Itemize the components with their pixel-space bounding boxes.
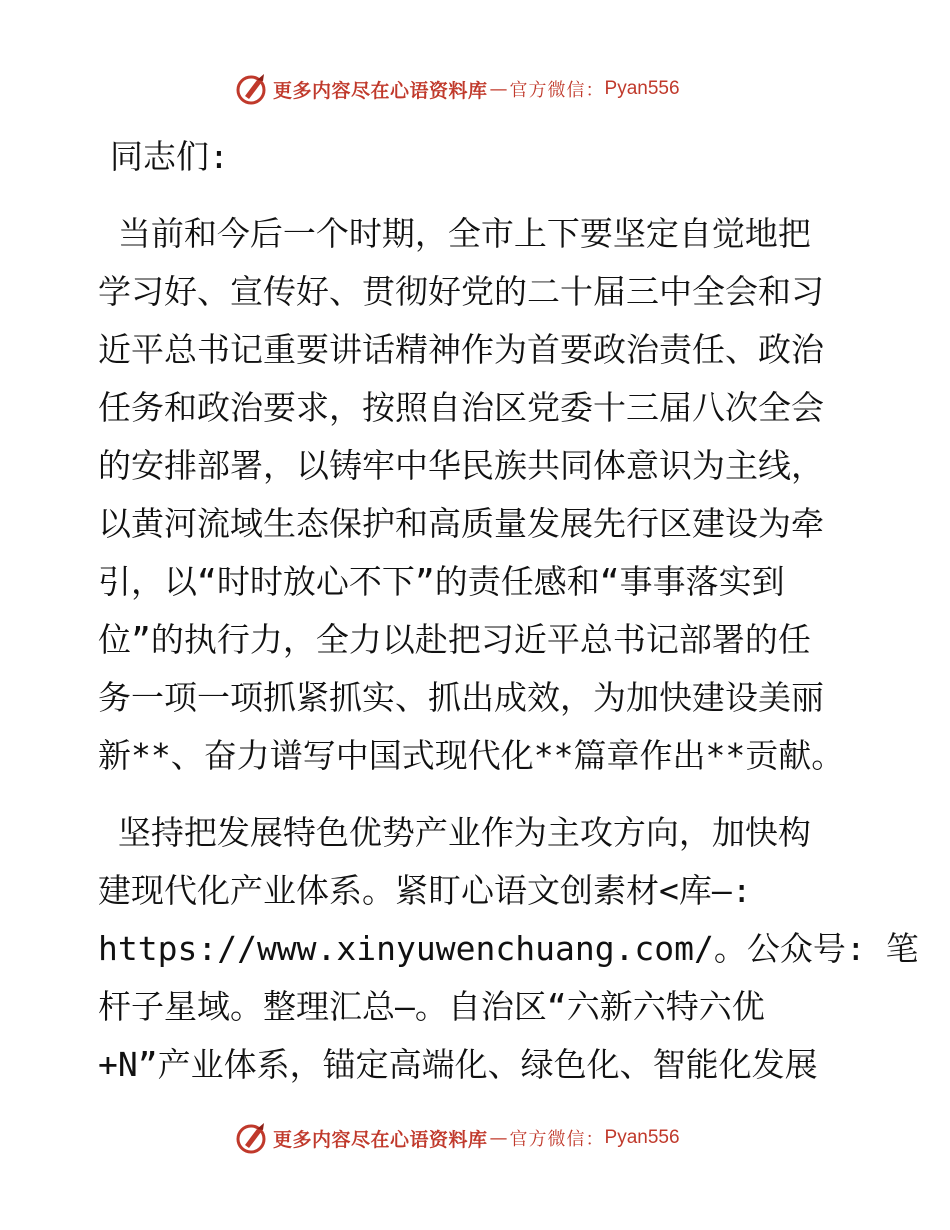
header-banner xyxy=(236,72,680,106)
banner-separator: — xyxy=(489,78,508,100)
banner-wechat-id: Pyan556 xyxy=(604,1127,680,1148)
paragraph-1: 当前和今后一个时期，全市上下要坚定自觉地把 学习好、宣传好、贯彻好党的二十届三中全会和习 近平总书记重要讲话精神作为首要政治责任、政治 任务和政治要求，按照自治区党委十三届八次全会 的安排部署，以铸牢中华民族共同体意识为主线， 以黄河流域生态保护和高质量发展先行区建设为牵 引，以“时时放心不下”的责任感和“事事落实到 位”的执行力，全力以赴把习近平总书记部署的任 务一项一项抓紧抓实、抓出成效，为加快建设美丽 新**、奋力谱写中国式现代化**篇章作出**贡献。 xyxy=(98,214,845,775)
banner-wechat-label: 官方微信： xyxy=(509,1129,605,1150)
brand-logo-icon xyxy=(236,72,268,106)
paragraph-2: 坚持把发展特色优势产业作为主攻方向，加快构 建现代化产业体系。紧盯心语文创素材<库—: https://www.xinyuwenchuang.com/。公众号: 笔 杆子星域。整理汇总—。自治区“六新六特六优 +N”产业体系，锚定高端化、绿色化、智能化发展 xyxy=(98,813,919,1084)
footer-banner xyxy=(236,1121,680,1155)
greeting: 同志们: xyxy=(110,137,229,176)
banner-wechat-id: Pyan556 xyxy=(604,78,680,99)
banner-text: 更多内容尽在心语资料库 xyxy=(273,1128,488,1151)
banner-text: 更多内容尽在心语资料库 xyxy=(273,79,488,102)
brand-logo-icon xyxy=(236,1121,268,1155)
banner-separator: — xyxy=(489,1127,508,1149)
document-body xyxy=(98,128,919,1094)
banner-wechat-label: 官方微信： xyxy=(509,80,605,101)
